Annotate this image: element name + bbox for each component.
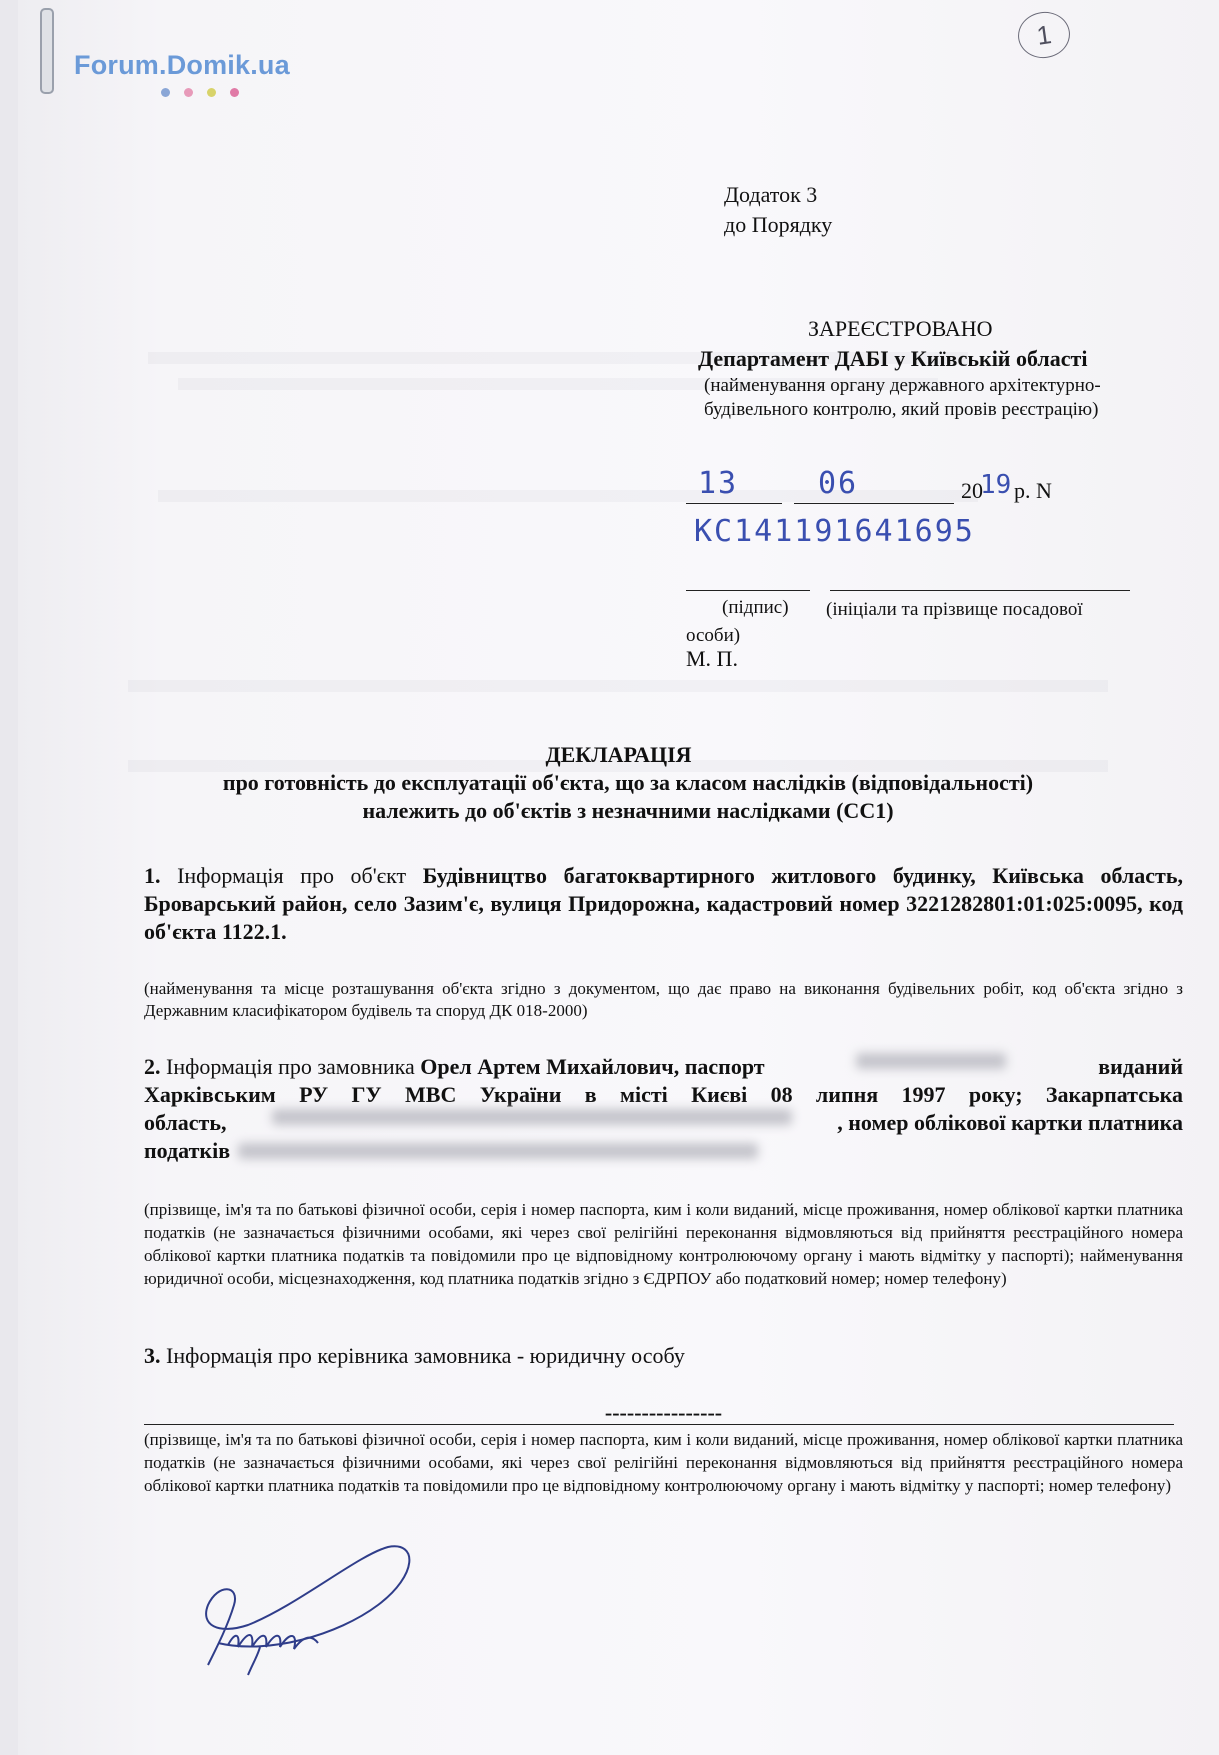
date-month: 06 — [818, 466, 859, 501]
show-through — [128, 680, 1108, 692]
section-number: 2. — [144, 1054, 161, 1079]
customer-issued: виданий — [1098, 1054, 1183, 1079]
staple — [40, 8, 54, 94]
customer-line-2: Харківським РУ ГУ МВС України в місті Києві 08 липня 1997 року; Закарпатська — [144, 1082, 1183, 1107]
customer-tax-label: , номер облікової картки платника — [837, 1110, 1183, 1135]
redacted-passport — [856, 1053, 1006, 1069]
customer-tax-word: податків — [144, 1138, 231, 1163]
watermark-dot — [184, 88, 193, 97]
registration-department: Департамент ДАБІ у Київській області — [698, 346, 1088, 371]
section-head — [144, 1343, 685, 1369]
registration-department-note: (найменування органу державного архітектурно-будівельного контролю, який провів реєстрацію) — [704, 375, 1101, 420]
year-suffix: р. N — [1014, 478, 1052, 503]
customer-name: Орел Артем Михайлович, паспорт — [420, 1054, 765, 1079]
section-head-dashes: ---------------- — [604, 1400, 723, 1425]
section-customer — [144, 1053, 1183, 1165]
customer-line-1 — [144, 1053, 1183, 1081]
page-number: 1 — [1015, 9, 1073, 62]
date-month-line — [794, 503, 954, 504]
document-page — [18, 0, 1219, 1755]
signature-line — [686, 590, 810, 591]
section-label: Інформація про замовника — [166, 1054, 415, 1079]
registration-status: ЗАРЕЄСТРОВАНО — [808, 316, 993, 341]
customer-line-3 — [144, 1109, 1183, 1137]
section-head-line — [144, 1424, 1174, 1425]
redacted-address — [272, 1109, 792, 1125]
annex-line2: до Порядку — [724, 212, 833, 237]
handwritten-signature — [188, 1535, 428, 1685]
object-description: Будівництво багатоквартирного житлового будинку, Київська область, Броварський район, село Зазим'є, вулиця Придорожна, кадастровий номер 3221282801:01:025:0095, код об'єкта 1122.1. — [144, 863, 1183, 944]
year-prefix: 20 — [961, 478, 983, 503]
watermark-logo: Forum.Domik.ua — [74, 50, 290, 80]
date-day: 13 — [698, 466, 739, 501]
section-number: 3. — [144, 1343, 161, 1368]
customer-region: область, — [144, 1110, 227, 1135]
section-label: Інформація про керівника замовника - юридичну особу — [166, 1343, 685, 1368]
date-day-line — [686, 503, 782, 504]
year-handwritten: 19 — [980, 470, 1012, 500]
official-name-line — [830, 590, 1130, 591]
customer-line-4 — [144, 1137, 1183, 1165]
watermark-dot — [230, 88, 239, 97]
signature-label: (підпис) — [722, 597, 789, 618]
official-label: (ініціали та прізвище посадової особи) — [686, 599, 1083, 646]
watermark-dots — [161, 88, 239, 97]
annex-line1: Додаток 3 — [724, 182, 818, 207]
watermark-dot — [161, 88, 170, 97]
section-label: Інформація про об'єкт — [177, 863, 407, 888]
registration-number: КС141191641695 — [694, 514, 975, 549]
section-customer-note: (прізвище, ім'я та по батькові фізичної особи, серія і номер паспорта, ким і коли виданий, місце проживання, номер облікової картки платника податків (не зазначається фізичними особами, які через свої релігійні переконання відмовляються від прийняття реєстраційного номера облікової картки платника податків та повідомили про це відповідному контролюючому органу і мають відмітку у паспорті); найменування юридичної особи, місцезнаходження, код платника податків згідно з ЄДРПОУ або податковий номер; номер телефону) — [144, 1200, 1183, 1288]
section-object — [144, 862, 1183, 946]
document-title: ДЕКЛАРАЦІЯ — [545, 742, 692, 767]
section-head-note: (прізвище, ім'я та по батькові фізичної особи, серія і номер паспорта, ким і коли виданий, місце проживання, номер облікової картки платника податків (не зазначається фізичними особами, які через свої релігійні переконання відмовляються від прийняття реєстраційного номера облікової картки платника податків та повідомили про це відповідному контролюючому органу і мають відмітку у паспорті; номер телефону) — [144, 1430, 1183, 1495]
stamp-label: М. П. — [686, 646, 738, 671]
section-object-note: (найменування та місце розташування об'єкта згідно з документом, що дає право на виконання будівельних робіт, код об'єкта згідно з Державним класифікатором будівель та споруд ДК 018-2000) — [144, 979, 1183, 1020]
document-subtitle-1: про готовність до експлуатації об'єкта, що за класом наслідків (відповідальності) — [222, 770, 1034, 795]
document-subtitle-2: належить до об'єктів з незначними наслідками (СС1) — [362, 798, 894, 823]
redacted-tax-number — [238, 1143, 758, 1159]
watermark-dot — [207, 88, 216, 97]
section-number: 1. — [144, 863, 161, 888]
